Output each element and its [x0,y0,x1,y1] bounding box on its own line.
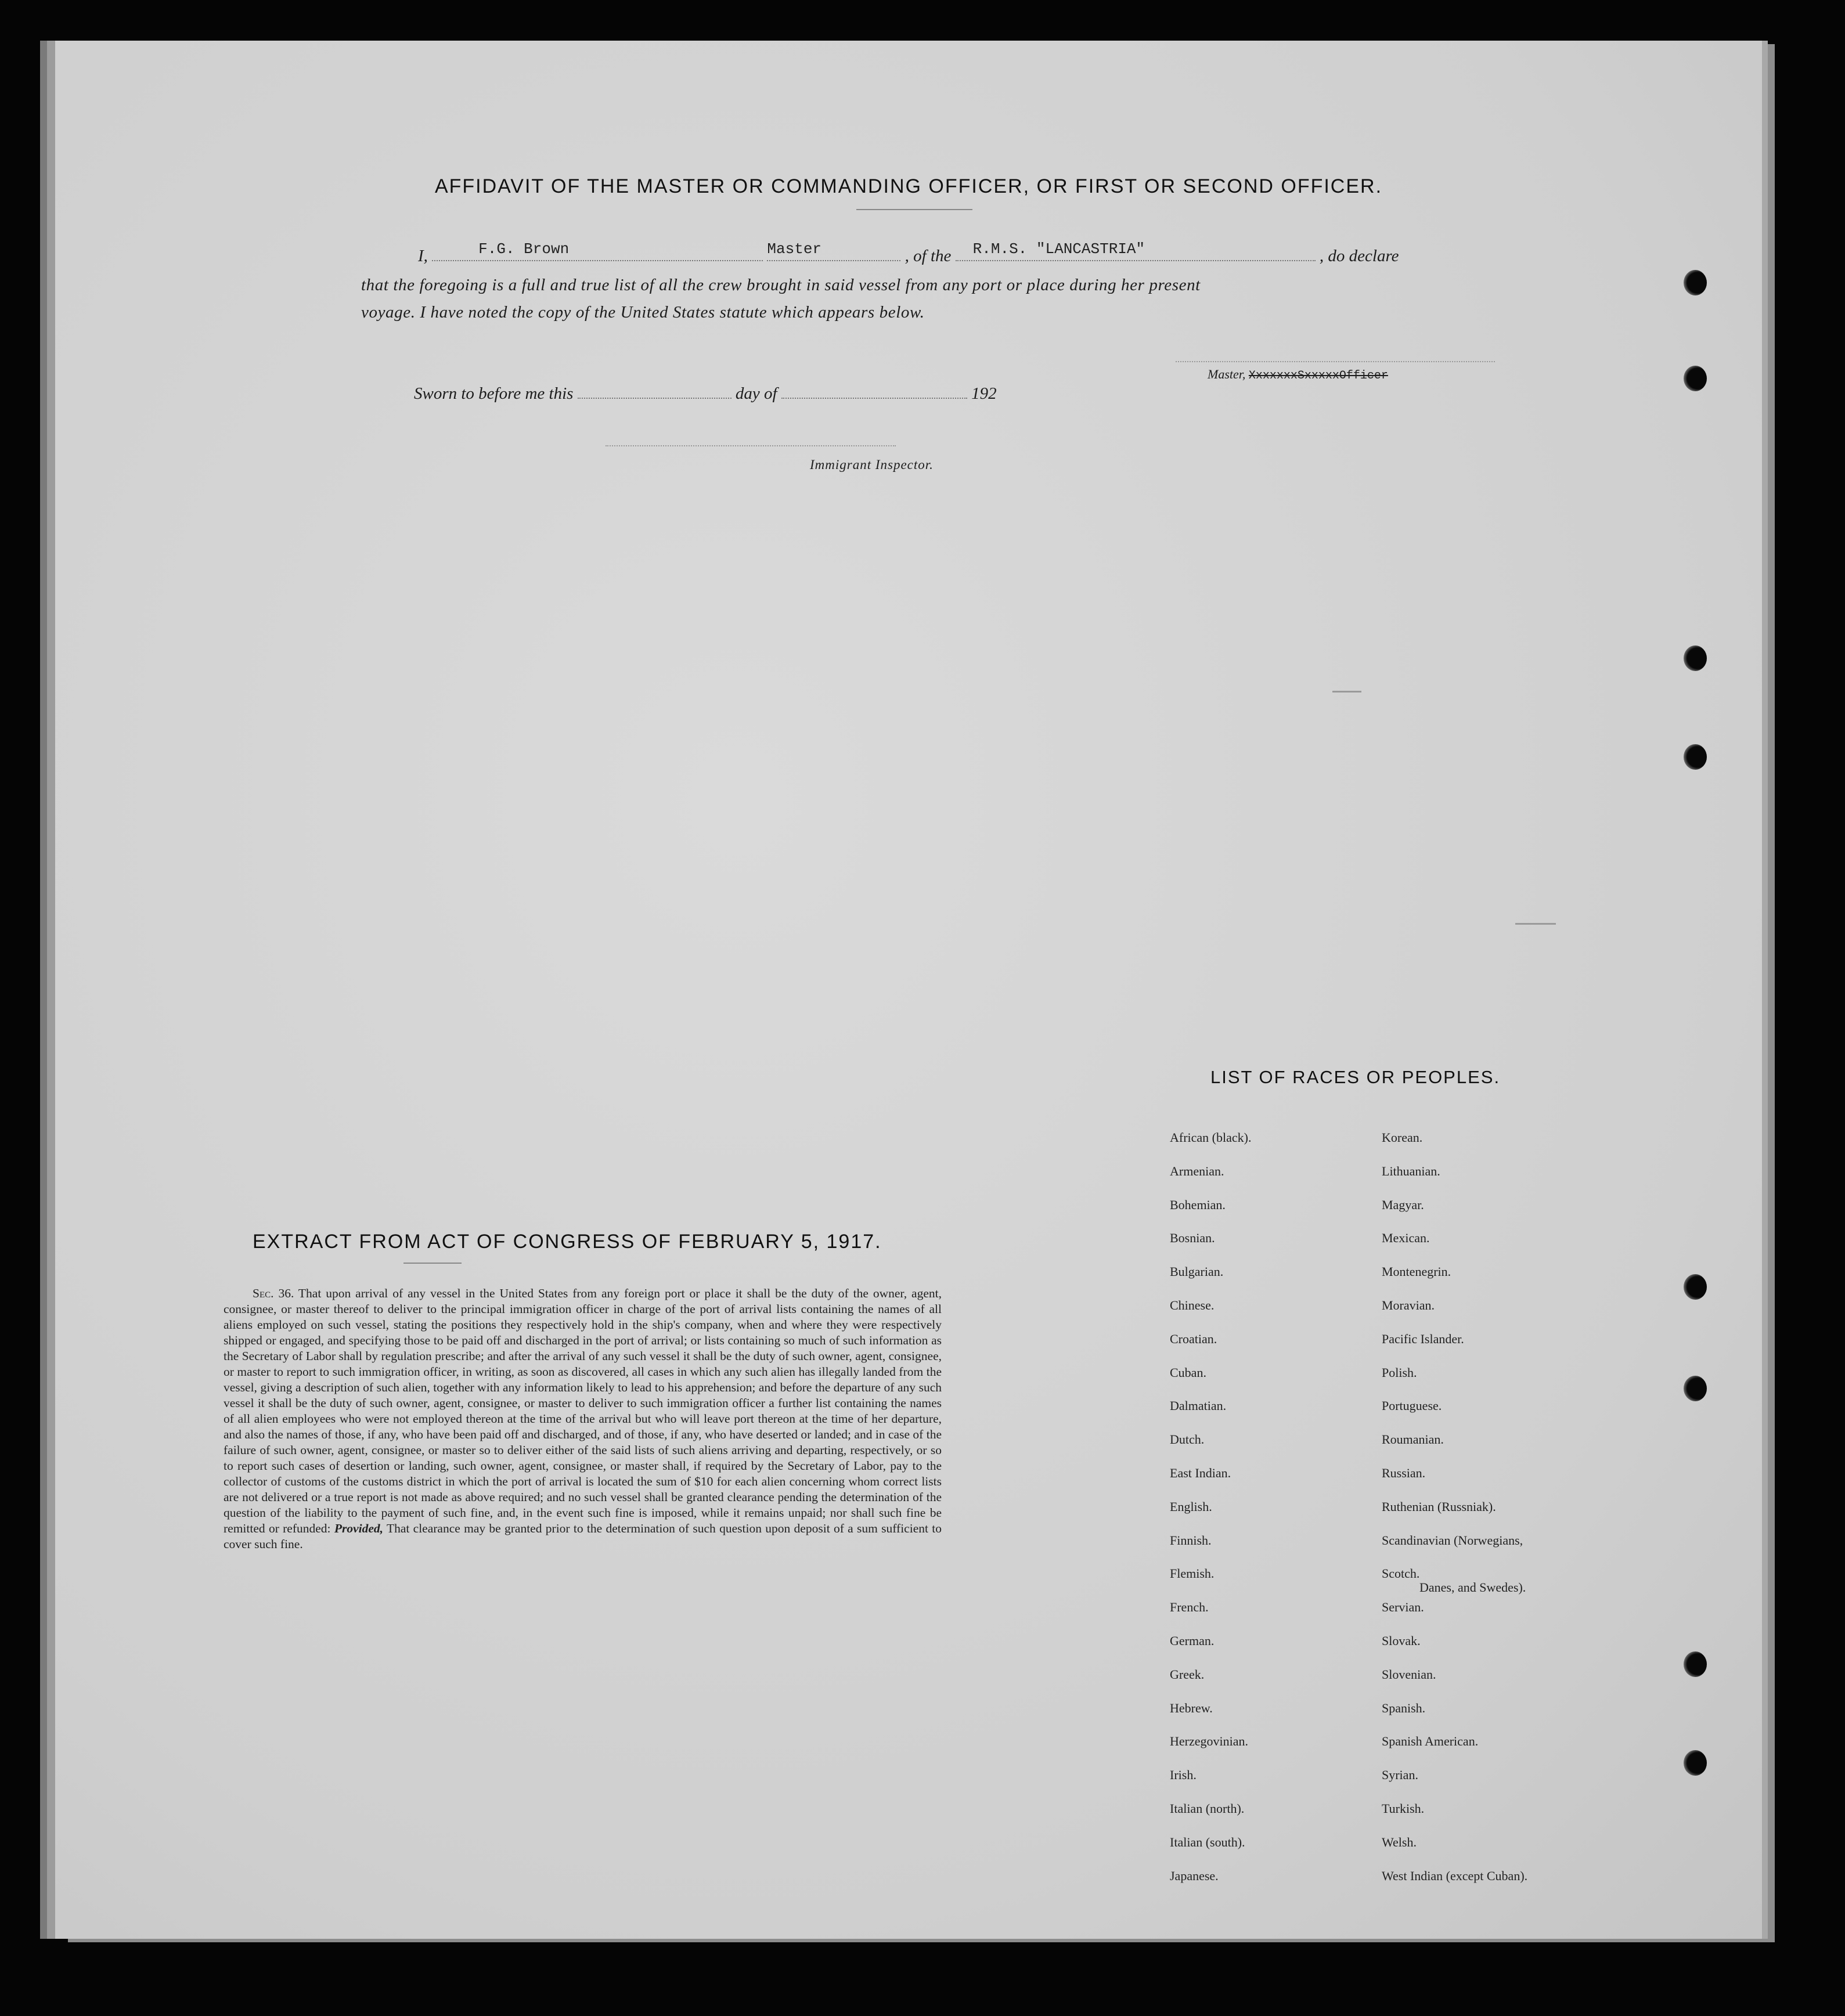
race-item: Croatian. [1170,1331,1217,1346]
race-item: Magyar. [1382,1197,1424,1212]
smudge-mark [1332,691,1361,693]
race-item: Spanish. [1382,1700,1426,1715]
officer-name: F.G. Brown [478,240,570,258]
declaration-first-line [418,240,1399,266]
race-item: Dalmatian. [1170,1398,1227,1413]
declarant-prefix: I, [418,247,428,265]
race-item: Cuban. [1170,1365,1206,1380]
race-item: German. [1170,1633,1215,1648]
month-field [781,398,967,399]
race-item: English. [1170,1499,1212,1514]
race-item: Japanese. [1170,1868,1219,1883]
race-item: Servian. [1382,1600,1424,1615]
race-item: African (black). [1170,1130,1252,1145]
officer-name-field [432,240,763,261]
race-item: West Indian (except Cuban). [1382,1868,1528,1883]
day-field [578,398,731,399]
race-item: Bohemian. [1170,1197,1226,1212]
races-title: LIST OF RACES OR PEOPLES. [1210,1067,1501,1087]
smudge-mark [1515,923,1556,925]
race-item: Finnish. [1170,1532,1212,1548]
declaration-text-line: that the foregoing is a full and true list of all the crew brought in said vessel from any port or place during her present [361,276,1201,294]
race-item: Irish. [1170,1768,1197,1783]
vessel-name: R.M.S. "LANCASTRIA" [972,240,1145,258]
race-item: Pacific Islander. [1382,1331,1464,1346]
day-of-label: day of [735,384,777,403]
race-item: Bosnian. [1170,1231,1215,1246]
race-item: Portuguese. [1382,1398,1442,1413]
race-item: Italian (south). [1170,1834,1245,1849]
race-item: Slovak. [1382,1633,1421,1648]
punch-hole [1684,1376,1707,1401]
race-item: French. [1170,1600,1209,1615]
race-item: Bulgarian. [1170,1264,1224,1279]
race-item: Polish. [1382,1365,1417,1380]
race-item: Ruthenian (Russniak). [1382,1499,1496,1514]
sworn-line [414,384,997,403]
race-item: Russian. [1382,1466,1426,1480]
race-item: Korean. [1382,1130,1423,1145]
race-item: Montenegrin. [1382,1264,1451,1279]
title-divider [856,209,972,210]
declaration-text-line-2: voyage. I have noted the copy of the United States statute which appears below. [361,303,925,322]
extract-body [224,1286,942,1552]
punch-hole [1684,1651,1707,1677]
declare-label: , do declare [1319,247,1399,265]
scandinavian-continuation: Danes, and Swedes). [1419,1580,1526,1595]
affidavit-title: AFFIDAVIT OF THE MASTER OR COMMANDING OFFICER, OR FIRST OR SECOND OFFICER. [434,175,1383,197]
race-item: Spanish American. [1382,1734,1479,1749]
race-item: Greek. [1170,1667,1205,1682]
provided-label: Provided, [334,1521,384,1535]
race-item: Italian (north). [1170,1801,1245,1816]
race-item: Dutch. [1170,1432,1205,1447]
race-item: Roumanian. [1382,1432,1444,1447]
master-signature-caption [1208,367,1388,383]
race-item: Welsh. [1382,1834,1417,1849]
vessel-name-field [956,240,1316,261]
extract-title: EXTRACT FROM ACT OF CONGRESS OF FEBRUARY 5, 1917. [253,1231,882,1253]
race-item: East Indian. [1170,1466,1231,1480]
extract-divider [403,1263,462,1264]
struck-officer-text: XxxxxxxSxxxxxOfficer [1248,369,1388,383]
punch-hole [1684,645,1707,671]
race-item: Moravian. [1382,1298,1435,1312]
race-item: Scotch. [1382,1566,1420,1581]
punch-hole [1684,1274,1707,1300]
race-item: Armenian. [1170,1163,1224,1178]
race-item: Herzegovinian. [1170,1734,1248,1749]
race-item: Mexican. [1382,1231,1430,1246]
punch-hole [1684,270,1707,295]
punch-hole [1684,744,1707,770]
sworn-label: Sworn to before me this [414,384,574,403]
year-label: 192 [971,384,997,403]
race-item: Syrian. [1382,1768,1418,1783]
race-item: Hebrew. [1170,1700,1213,1715]
race-item: Lithuanian. [1382,1163,1440,1178]
document-page [55,41,1762,1939]
inspector-label: Immigrant Inspector. [810,457,934,472]
signature-line [1176,361,1495,362]
master-label: Master, [1208,367,1246,381]
race-item: Flemish. [1170,1566,1215,1581]
race-item: Slovenian. [1382,1667,1436,1682]
of-the-label: , of the [905,247,952,265]
section-label: Sec. 36. [253,1286,294,1300]
extract-main-text: That upon arrival of any vessel in the United States from any foreign port or place it shall be the duty of the owner, agent, consignee, or master thereof to deliver to the principal immigration officer in charge of the port of arrival lists containing the names of all aliens employed on such vessel, stating the positions they respectively hold in the ship's company, when and where they were respectively shipped or engaged, and specifying those to be paid off and discharged in the port of arrival; or lists containing so much of such information as the Secretary of Labor shall by regulation prescribe; and after the arrival of any such vessel it shall be the duty of such owner, agent, consignee, or master to report to such immigration officer, in writing, as soon as discovered, all cases in which any such alien has illegally landed from the vessel, giving a description of such alien, together with any information likely to lead to his apprehension; and before the departure of any such vessel it shall be the duty of such owner, agent, consignee, or master to deliver to such immigration officer a further list containing the names of all alien employees who were not employed thereon at the time of the arrival but who will leave port thereon at the time of her departure, and also the names of those, if any, who have been paid off and discharged, and of those, if any, who have deserted or landed; and in case of the failure of such owner, agent, consignee, or master so to deliver either of the said lists of such aliens arriving and departing, respectively, or so to report such cases of desertion or landing, such owner, agent, consignee, or master shall, if required by the Secretary of Labor, pay to the collector of customs of the customs district in which the port of arrival is located the sum of $10 for each alien concerning whom correct lists are not delivered or a true report is not made as above required; and no such vessel shall be granted clearance pending the determination of the question of the liability to the payment of such fine, and, in the event such fine is imposed, while it remains unpaid; nor shall such fine be remitted or refunded: [224,1286,942,1535]
inspector-signature-line [606,445,896,446]
race-item: Scandinavian (Norwegians, [1382,1532,1523,1548]
punch-hole [1684,366,1707,391]
officer-rank-field [767,240,900,261]
officer-rank: Master [767,240,822,258]
punch-hole [1684,1750,1707,1776]
extract-closing-text: That clearance may be granted prior to the determination of such question upon deposit of a sum sufficient to cover such fine. [224,1521,942,1551]
race-item: Turkish. [1382,1801,1425,1816]
race-item: Chinese. [1170,1298,1215,1312]
